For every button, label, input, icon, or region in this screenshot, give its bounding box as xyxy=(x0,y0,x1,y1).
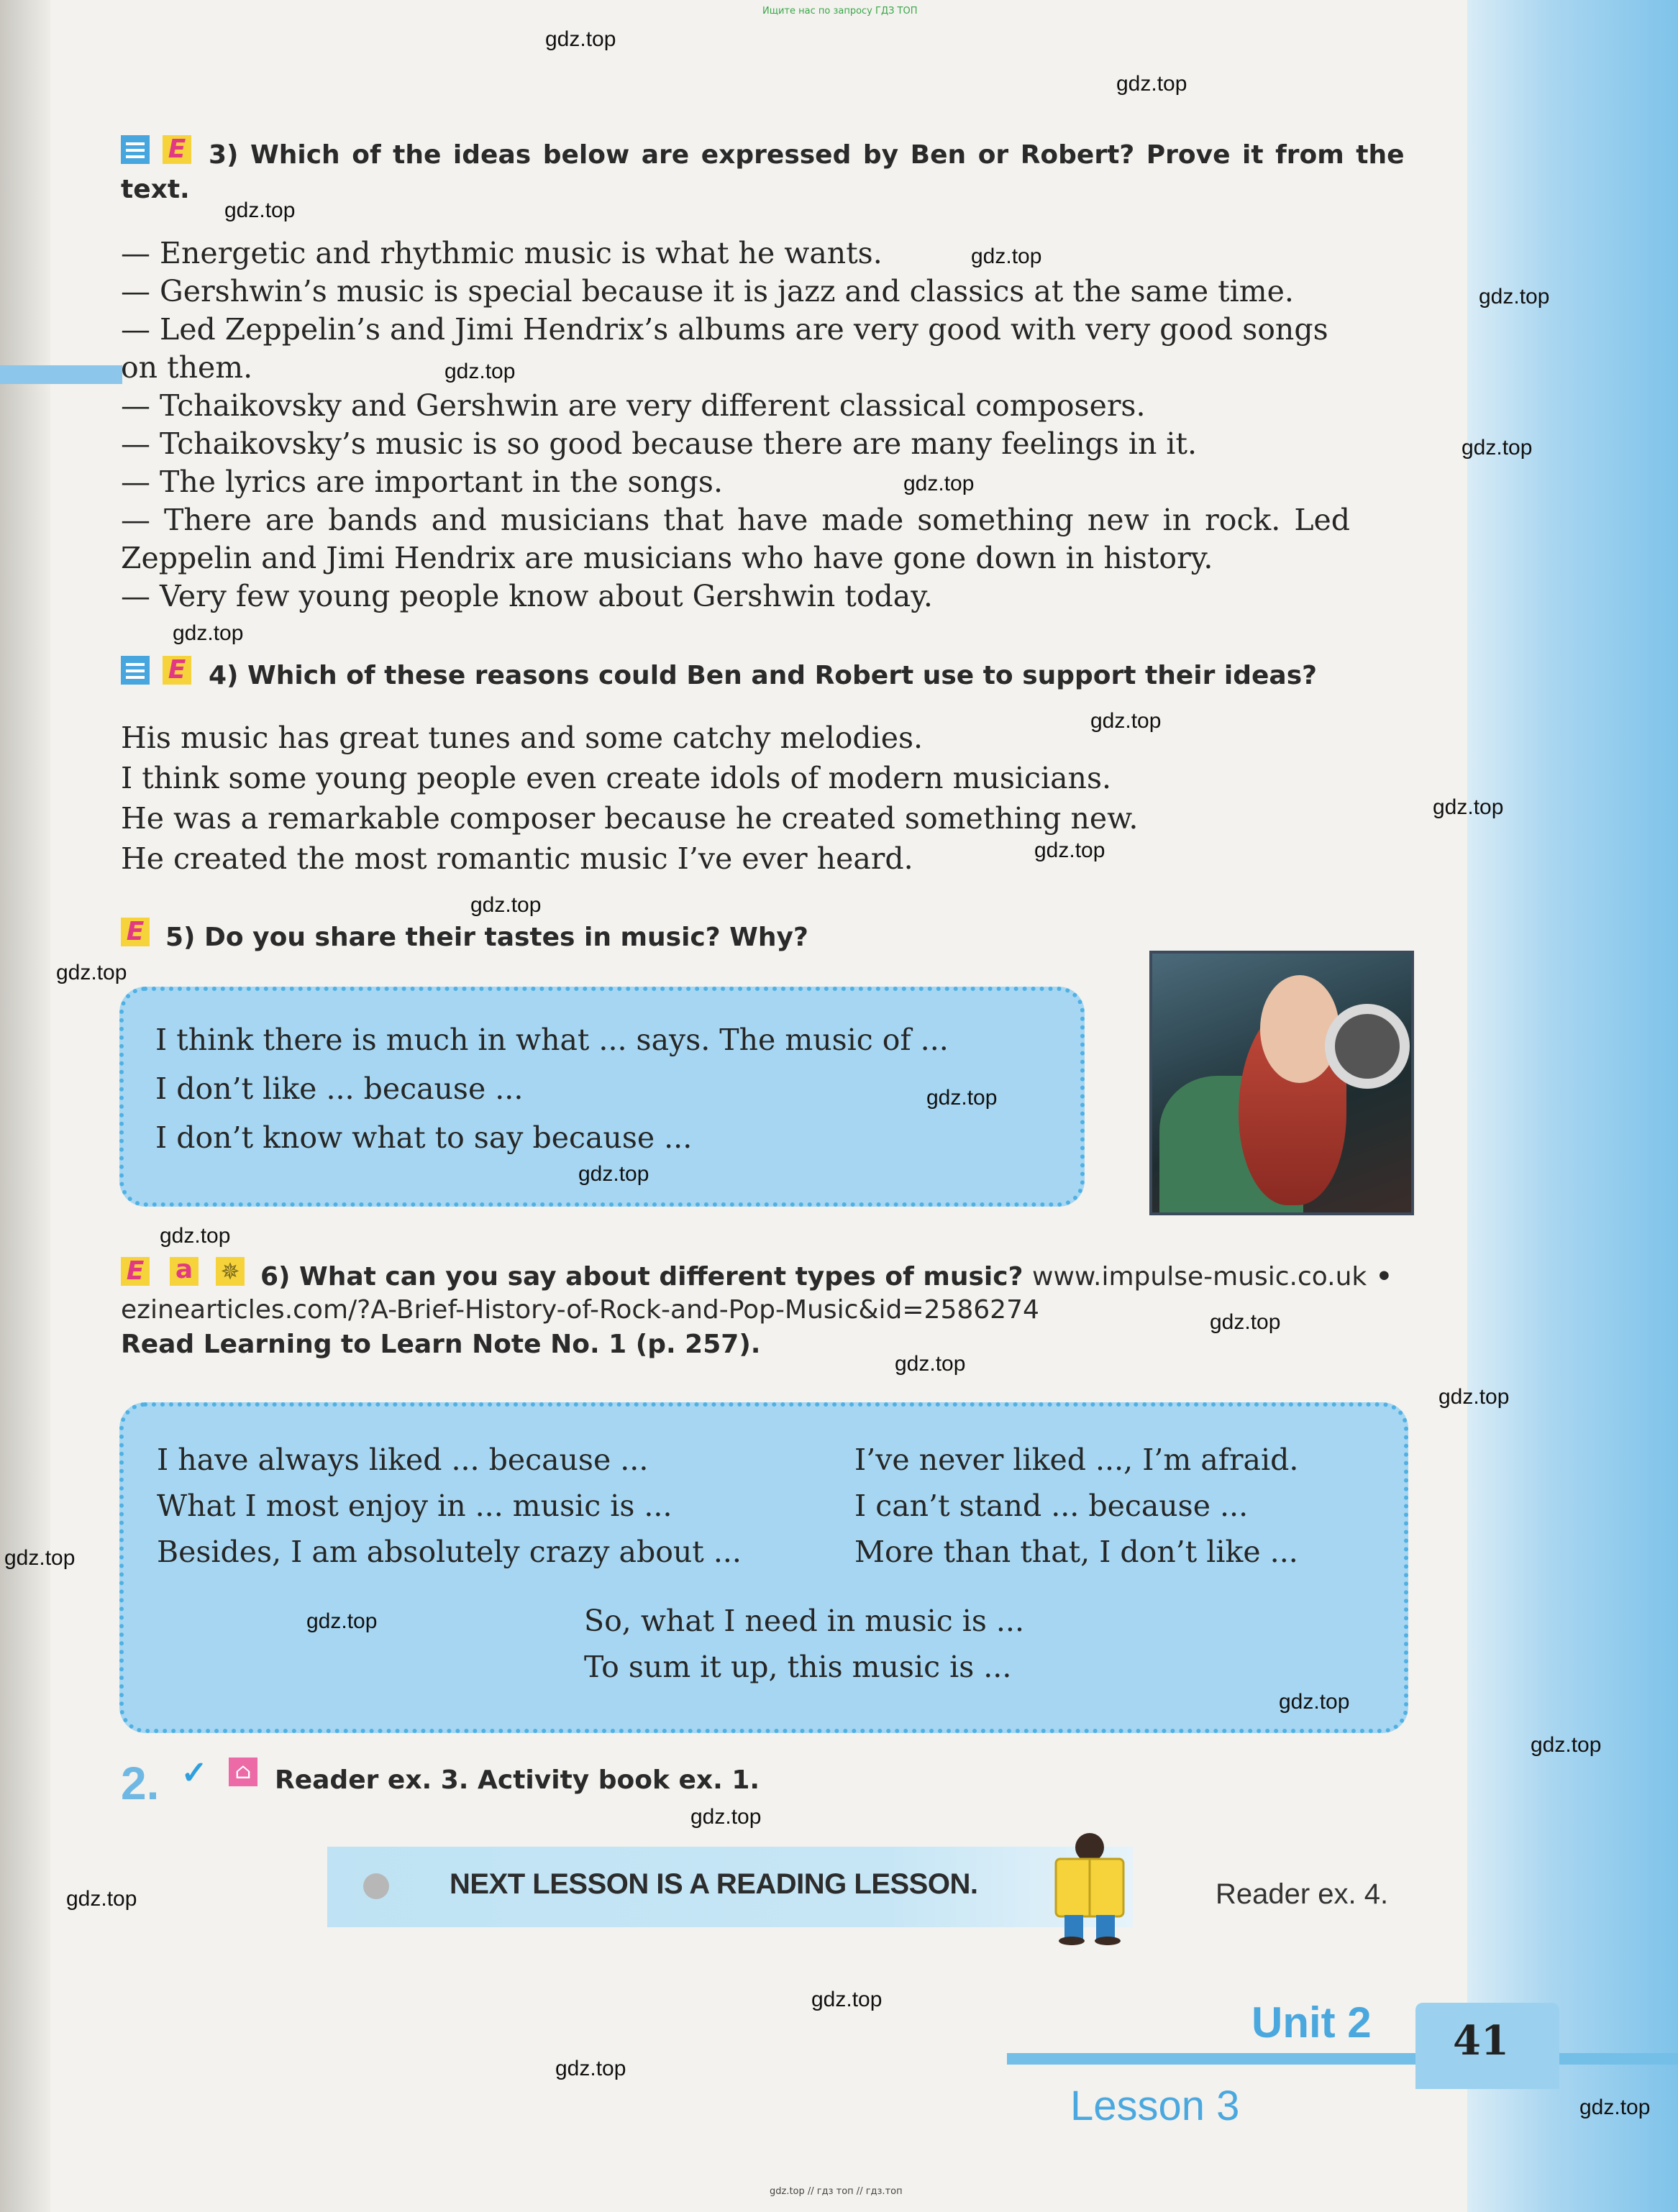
headphones-icon xyxy=(1325,1004,1410,1089)
task3-line: — Energetic and rhythmic music is what he wants. xyxy=(121,236,883,270)
e-icon: E xyxy=(121,1257,150,1286)
task3-line: — Led Zeppelin’s and Jimi Hendrix’s albums are very good with very good songs xyxy=(121,312,1328,347)
task6-title-text: 6) What can you say about different types of music? xyxy=(260,1262,1023,1292)
watermark: gdz.top xyxy=(66,1887,137,1911)
next-lesson-text: NEXT LESSON IS A READING LESSON. xyxy=(450,1868,978,1900)
left-blue-stripe xyxy=(0,365,122,384)
task5-title: 5) Do you share their tastes in music? Why? xyxy=(165,923,808,952)
watermark: gdz.top xyxy=(578,1162,649,1186)
watermark: gdz.top xyxy=(1438,1385,1510,1409)
task3-line: — Gershwin’s music is special because it is jazz and classics at the same time. xyxy=(121,274,1294,309)
bubble-phrase: I can’t stand ... because ... xyxy=(854,1489,1249,1523)
bubble-phrase: I have always liked ... because ... xyxy=(157,1443,649,1477)
e-icon: E xyxy=(163,656,191,685)
task3-line: — There are bands and musicians that have made something new in rock. Led xyxy=(121,503,1351,537)
watermark: gdz.top xyxy=(444,360,516,383)
watermark: gdz.top xyxy=(470,893,542,917)
e-icon: E xyxy=(121,918,150,946)
watermark: gdz.top xyxy=(926,1086,998,1110)
reader-exercise: Reader ex. 4. xyxy=(1216,1878,1389,1910)
exercise-number: 2. xyxy=(121,1758,160,1809)
watermark: gdz.top xyxy=(1090,709,1162,733)
task3-line: — Very few young people know about Gershwin today. xyxy=(121,579,933,613)
task3-title-continued: text. xyxy=(121,175,190,204)
watermark: gdz.top xyxy=(160,1224,231,1248)
task3-title: 3) Which of the ideas below are expressed by Ben or Robert? Prove it from the xyxy=(209,140,1405,170)
watermark: gdz.top xyxy=(811,1988,883,2011)
bubble-phrase: Besides, I am absolutely crazy about ... xyxy=(157,1535,742,1569)
e-icon: E xyxy=(163,135,191,164)
bubble-phrase: So, what I need in music is ... xyxy=(584,1604,1024,1638)
ezinearticles-link[interactable]: ezinearticles.com/?A-Brief-History-of-Rock-and-Pop-Music&id=2586274 xyxy=(121,1295,1039,1325)
task3-line: Zeppelin and Jimi Hendrix are musicians who have gone down in history. xyxy=(121,541,1213,575)
watermark: gdz.top xyxy=(895,1352,966,1376)
watermark: gdz.top xyxy=(306,1609,378,1633)
house-icon: ⌂ xyxy=(229,1758,257,1786)
watermark: gdz.top xyxy=(545,27,616,51)
task3-line: — Tchaikovsky’s music is so good because there are many feelings in it. xyxy=(121,426,1198,461)
bubble-phrase: I don’t like ... because ... xyxy=(155,1071,524,1106)
lesson-label: Lesson 3 xyxy=(1070,2083,1240,2129)
bullet-dot-icon xyxy=(363,1873,389,1899)
bubble-phrase: More than that, I don’t like ... xyxy=(854,1535,1298,1569)
unit-label: Unit 2 xyxy=(1251,1998,1372,2047)
girl-with-headphones-photo xyxy=(1149,951,1414,1215)
watermark: gdz.top xyxy=(1279,1690,1350,1714)
bubble-phrase: What I most enjoy in ... music is ... xyxy=(157,1489,672,1523)
list-icon xyxy=(121,656,150,685)
watermark: gdz.top xyxy=(690,1805,762,1829)
watermark: gdz.top xyxy=(1579,2096,1651,2119)
bubble-phrase: I think there is much in what ... says. The music of ... xyxy=(155,1023,949,1057)
page-gutter-shadow xyxy=(0,0,50,2212)
unit-rule xyxy=(1007,2053,1678,2065)
watermark: gdz.top xyxy=(971,244,1042,268)
task4-line: I think some young people even create idols of modern musicians. xyxy=(121,761,1112,795)
bubble-phrase: I’ve never liked ..., I’m afraid. xyxy=(854,1443,1299,1477)
watermark: gdz.top xyxy=(173,621,244,645)
a-icon: a xyxy=(170,1257,199,1286)
right-margin-band xyxy=(1467,0,1678,2212)
task3-line: — Tchaikovsky and Gershwin are very different classical composers. xyxy=(121,388,1146,423)
watermark: gdz.top xyxy=(1034,838,1105,862)
task4-title: 4) Which of these reasons could Ben and Robert use to support their ideas? xyxy=(209,661,1318,690)
bullet: • xyxy=(1375,1262,1392,1292)
watermark: gdz.top xyxy=(56,961,127,984)
reading-child-icon xyxy=(1043,1830,1136,1945)
task6-title xyxy=(260,1260,1392,1294)
learning-note: Read Learning to Learn Note No. 1 (p. 257). xyxy=(121,1330,761,1359)
impulse-music-link[interactable]: www.impulse-music.co.uk xyxy=(1032,1262,1367,1292)
watermark: gdz.top xyxy=(1210,1310,1281,1334)
watermark: gdz.top xyxy=(4,1546,76,1570)
watermark: gdz.top xyxy=(224,198,296,222)
task4-line: He was a remarkable composer because he created something new. xyxy=(121,801,1139,836)
bottom-note: gdz.top // гдз топ // гдз.топ xyxy=(770,2186,903,2197)
check-icon: ✓ xyxy=(181,1755,208,1791)
bubble-phrase: I don’t know what to say because ... xyxy=(155,1120,693,1155)
task3-line: — The lyrics are important in the songs. xyxy=(121,465,723,499)
watermark: gdz.top xyxy=(1531,1733,1602,1757)
list-icon xyxy=(121,135,150,164)
watermark: gdz.top xyxy=(555,2057,626,2080)
top-search-note: Ищите нас по запросу ГДЗ ТОП xyxy=(762,6,918,17)
task3-line: on them. xyxy=(121,350,253,385)
watermark: gdz.top xyxy=(1116,72,1187,96)
homework-text: Reader ex. 3. Activity book ex. 1. xyxy=(275,1765,760,1795)
watermark: gdz.top xyxy=(1479,285,1550,309)
watermark: gdz.top xyxy=(903,472,975,495)
task4-line: He created the most romantic music I’ve ever heard. xyxy=(121,841,913,876)
bubble-phrase: To sum it up, this music is ... xyxy=(584,1650,1012,1684)
task4-line: His music has great tunes and some catchy melodies. xyxy=(121,721,924,755)
watermark: gdz.top xyxy=(1462,436,1533,460)
web-icon: ✵ xyxy=(216,1257,245,1286)
page-number: 41 xyxy=(1453,2017,1509,2065)
watermark: gdz.top xyxy=(1433,795,1504,819)
